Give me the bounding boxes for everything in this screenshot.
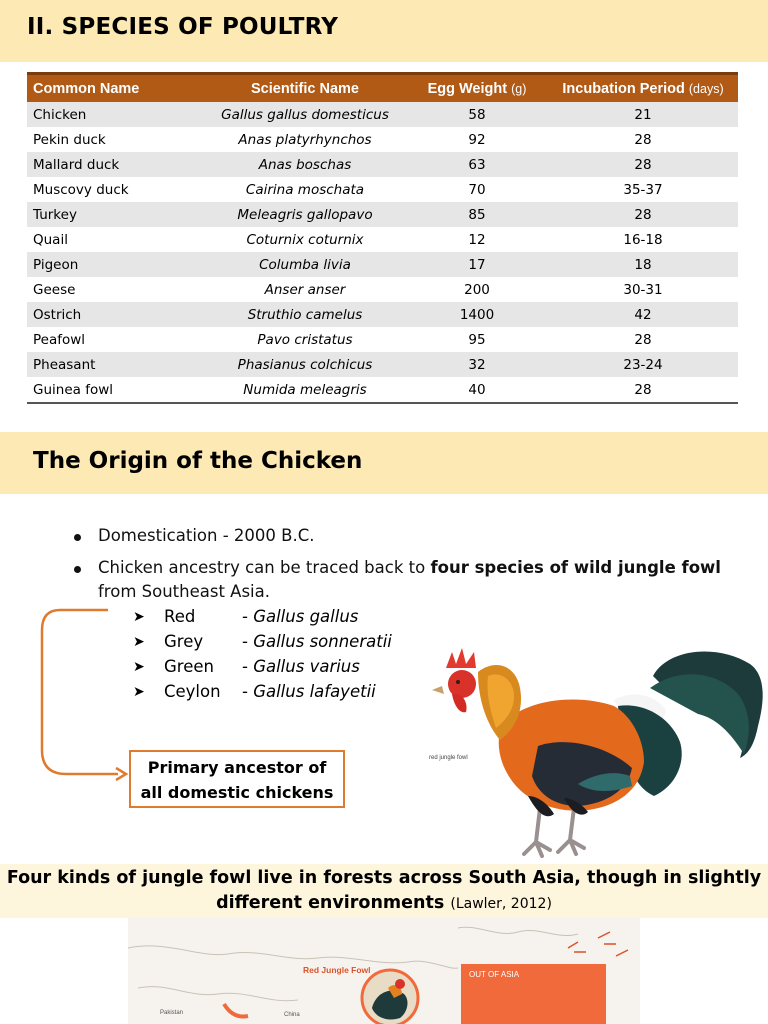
cell-scientific-name: Gallus gallus domesticus	[221, 106, 389, 123]
cell-incubation-period: 35-37	[623, 181, 663, 198]
cell-common-name: Peafowl	[33, 331, 86, 348]
cell-common-name: Pheasant	[33, 356, 96, 373]
primary-ancestor-callout: Primary ancestor of all domestic chickens	[129, 750, 345, 808]
cell-common-name: Chicken	[33, 106, 87, 123]
section-title-origin: The Origin of the Chicken	[33, 448, 363, 474]
cell-common-name: Pekin duck	[33, 131, 106, 148]
species-scientific-name: - Gallus sonneratii	[242, 632, 392, 651]
section-header-origin	[0, 432, 768, 494]
table-row	[27, 177, 738, 202]
cell-incubation-period: 28	[548, 377, 738, 403]
species-scientific-name: - Gallus varius	[242, 657, 360, 676]
cell-egg-weight: 85	[468, 206, 486, 223]
table-row	[27, 352, 738, 377]
header-scientific-name: Scientific Name	[204, 74, 406, 103]
figure-label: red jungle fowl	[429, 755, 468, 761]
cell-common-name: Ostrich	[33, 306, 82, 323]
cell-incubation-period: 16-18	[623, 231, 663, 248]
table-row	[27, 202, 738, 227]
species-color: Green	[164, 657, 214, 676]
cell-egg-weight: 63	[468, 156, 486, 173]
out-of-asia-panel: OUT OF ASIA	[461, 964, 606, 1024]
cell-scientific-name: Columba livia	[259, 256, 351, 273]
species-color: Ceylon	[164, 682, 221, 701]
cell-common-name: Pigeon	[33, 256, 79, 273]
table-row	[27, 252, 738, 277]
cell-egg-weight: 12	[468, 231, 486, 248]
arrow-bullet-icon: ➤	[133, 684, 145, 700]
table-row	[27, 102, 738, 127]
cell-incubation-period: 18	[634, 256, 652, 273]
section-header-species	[0, 0, 768, 62]
bullet-ancestry: Chicken ancestry can be traced back to four species of wild jungle fowl from Southeast Asia.	[74, 556, 728, 604]
cell-incubation-period: 42	[634, 306, 652, 323]
bullet-dot	[74, 566, 81, 573]
map-label-red-jungle-fowl: Red Jungle Fowl	[303, 965, 371, 975]
poultry-species-table	[27, 72, 738, 404]
arrow-bullet-icon: ➤	[133, 659, 145, 675]
cell-scientific-name: Anas boschas	[258, 156, 352, 173]
cell-common-name: Mallard duck	[33, 156, 120, 173]
cell-scientific-name: Struthio camelus	[247, 306, 363, 323]
cell-scientific-name: Numida meleagris	[204, 377, 406, 403]
cell-scientific-name: Phasianus colchicus	[237, 356, 373, 373]
table-header-row	[27, 74, 738, 103]
cell-common-name: Guinea fowl	[27, 377, 204, 403]
map-label-china: China	[284, 1012, 300, 1018]
cell-egg-weight: 40	[406, 377, 548, 403]
cell-incubation-period: 21	[634, 106, 652, 123]
connector-arrow	[30, 600, 130, 790]
cell-egg-weight: 70	[468, 181, 486, 198]
cell-incubation-period: 30-31	[623, 281, 663, 298]
cell-common-name: Muscovy duck	[33, 181, 129, 198]
cell-egg-weight: 32	[468, 356, 486, 373]
cell-common-name: Turkey	[33, 206, 77, 223]
cell-scientific-name: Cairina moschata	[245, 181, 365, 198]
table-row	[27, 277, 738, 302]
section-title-species: II. SPECIES OF POULTRY	[27, 14, 339, 40]
table-row	[27, 302, 738, 327]
species-scientific-name: - Gallus gallus	[242, 607, 359, 626]
cell-egg-weight: 95	[468, 331, 486, 348]
cell-common-name: Quail	[33, 231, 68, 248]
cell-egg-weight: 58	[468, 106, 486, 123]
cell-incubation-period: 28	[634, 331, 652, 348]
table-row	[27, 127, 738, 152]
species-scientific-name: - Gallus lafayetii	[242, 682, 376, 701]
cell-scientific-name: Meleagris gallopavo	[237, 206, 373, 223]
table-row	[27, 377, 738, 403]
bullet-domestication: Domestication - 2000 B.C.	[74, 524, 728, 548]
species-color: Red	[164, 607, 196, 626]
table-row	[27, 327, 738, 352]
cell-egg-weight: 1400	[459, 306, 495, 323]
cell-scientific-name: Anas platyrhynchos	[238, 131, 372, 148]
cell-egg-weight: 17	[468, 256, 486, 273]
cell-egg-weight: 92	[468, 131, 486, 148]
species-color: Grey	[164, 632, 204, 651]
cell-incubation-period: 28	[634, 131, 652, 148]
cell-common-name: Geese	[33, 281, 76, 298]
cell-egg-weight: 200	[464, 281, 490, 298]
red-jungle-fowl-image	[418, 636, 768, 864]
arrow-bullet-icon: ➤	[133, 634, 145, 650]
map-label-pakistan: Pakistan	[160, 1010, 184, 1016]
cell-incubation-period: 28	[634, 206, 652, 223]
cell-scientific-name: Anser anser	[264, 281, 346, 298]
table-row	[27, 227, 738, 252]
header-incubation-period: Incubation Period (days)	[548, 74, 738, 103]
table-row	[27, 152, 738, 177]
header-common-name: Common Name	[27, 74, 204, 103]
jungle-fowl-map	[128, 918, 640, 1024]
cell-scientific-name: Coturnix coturnix	[246, 231, 364, 248]
map-caption: Four kinds of jungle fowl live in forests across South Asia, though in slightly different environments (Lawler, 2012)	[0, 864, 768, 918]
header-egg-weight: Egg Weight (g)	[406, 74, 548, 103]
bullet-dot	[74, 534, 81, 541]
cell-scientific-name: Pavo cristatus	[257, 331, 353, 348]
cell-incubation-period: 28	[634, 156, 652, 173]
arrow-bullet-icon: ➤	[133, 609, 145, 625]
cell-incubation-period: 23-24	[623, 356, 663, 373]
